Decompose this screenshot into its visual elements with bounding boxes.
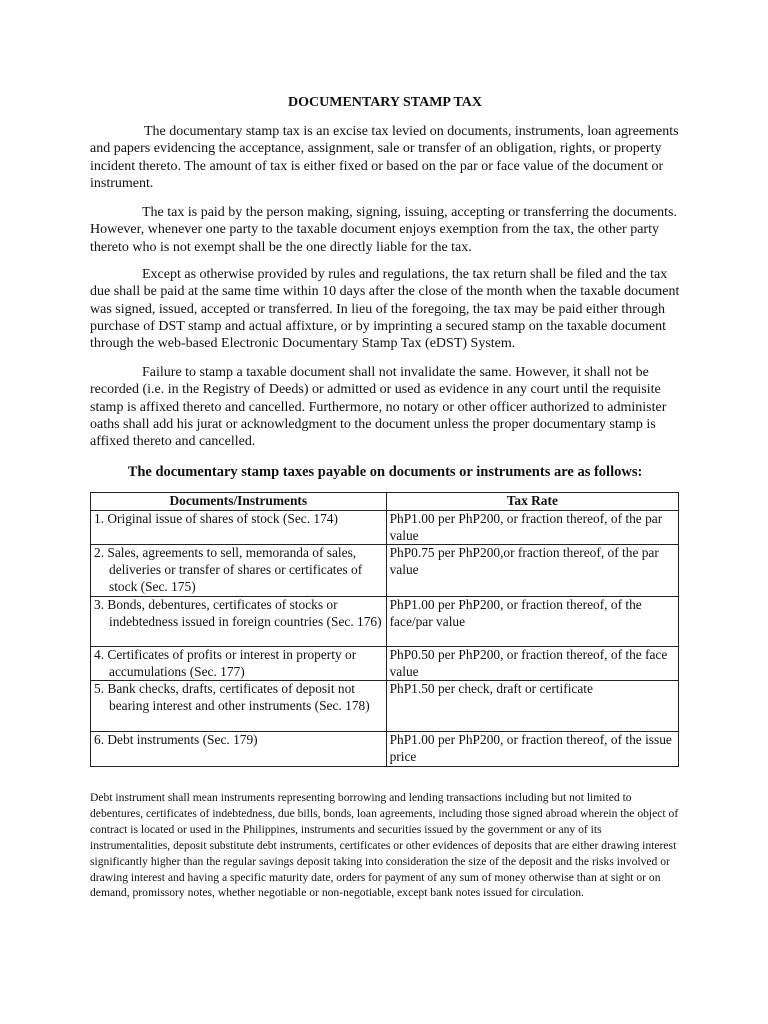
tax-rate-table bbox=[90, 492, 679, 767]
table-row bbox=[91, 596, 679, 646]
instrument-cell: 5. Bank checks, drafts, certificates of deposit not bearing interest and other instruments (Sec. 178) bbox=[91, 681, 387, 732]
instrument-cell: 2. Sales, agreements to sell, memoranda of sales, deliveries or transfer of shares or certificates of stock (Sec. 175) bbox=[91, 545, 387, 596]
table-row bbox=[91, 646, 679, 681]
rate-cell: PhP1.00 per PhP200, or fraction thereof, of the issue price bbox=[386, 732, 678, 767]
instrument-cell: 4. Certificates of profits or interest in property or accumulations (Sec. 177) bbox=[91, 646, 387, 681]
instrument-cell: 3. Bonds, debentures, certificates of stocks or indebtedness issued in foreign countries (Sec. 176) bbox=[91, 596, 387, 646]
table-heading: The documentary stamp taxes payable on documents or instruments are as follows: bbox=[127, 464, 643, 480]
paragraph-failure-to-stamp: Failure to stamp a taxable document shall not invalidate the same. However, it shall not be recorded (i.e. in the Registry of Deeds) or admitted or used as evidence in any court until the requisite stamp is affixed thereto and cancelled. Furthermore, no notary or other officer authorized to administer oaths shall add his jurat or acknowledgment to the document unless the proper documentary stamp is affixed thereto and cancelled. bbox=[90, 365, 667, 450]
debt-instrument-definition: Debt instrument shall mean instruments representing borrowing and lending transactions including but not limited to debentures, certificates of indebtedness, due bills, bonds, loan agreements, including those signed abroad wherein the object of contract is located or used in the Philippines, instruments and securities issued by the government or any of its instrumentalities, deposit substitute debt instruments, certificates or other evidences of deposits that are either drawing interest significantly higher than the regular savings deposit taking into consideration the size of the deposit and the risks involved or drawing interest and having a specific maturity date, orders for payment of any sum of money otherwise than at sight or on demand, promissory notes, whether negotiable or non-negotiable, except bank notes issued for circulation. bbox=[90, 791, 679, 900]
header-instruments: Documents/Instruments bbox=[91, 493, 387, 511]
header-tax-rate: Tax Rate bbox=[386, 493, 678, 511]
table-header-row bbox=[91, 493, 679, 511]
document-title: DOCUMENTARY STAMP TAX bbox=[288, 95, 482, 110]
paragraph-filing: Except as otherwise provided by rules and regulations, the tax return shall be filed and the tax due shall be paid at the same time within 10 days after the close of the month when the taxable document was signed, issued, accepted or transferred. In lieu of the foregoing, the tax may be paid either through purchase of DST stamp and actual affixture, or by imprinting a secured stamp on the taxable document through the web-based Electronic Documentary Stamp Tax (eDST) System. bbox=[90, 267, 680, 352]
instrument-cell: 1. Original issue of shares of stock (Sec. 174) bbox=[91, 510, 387, 545]
table-row bbox=[91, 681, 679, 732]
rate-cell: PhP1.00 per PhP200, or fraction thereof, of the par value bbox=[386, 510, 678, 545]
rate-cell: PhP0.50 per PhP200, or fraction thereof, of the face value bbox=[386, 646, 678, 681]
table-row bbox=[91, 510, 679, 545]
paragraph-definition: The documentary stamp tax is an excise tax levied on documents, instruments, loan agreements and papers evidencing the acceptance, assignment, sale or transfer of an obligation, rights, or property incident thereto. The amount of tax is either fixed or based on the par or face value of the document or instrument. bbox=[90, 124, 679, 191]
rate-cell: PhP0.75 per PhP200,or fraction thereof, of the par value bbox=[386, 545, 678, 596]
table-row bbox=[91, 732, 679, 767]
instrument-cell: 6. Debt instruments (Sec. 179) bbox=[91, 732, 387, 767]
rate-cell: PhP1.00 per PhP200, or fraction thereof, of the face/par value bbox=[386, 596, 678, 646]
paragraph-liability: The tax is paid by the person making, signing, issuing, accepting or transferring the documents. However, whenever one party to the taxable document enjoys exemption from the tax, the other party thereto who is not exempt shall be the one directly liable for the tax. bbox=[90, 205, 677, 255]
table-row bbox=[91, 545, 679, 596]
rate-cell: PhP1.50 per check, draft or certificate bbox=[386, 681, 678, 732]
